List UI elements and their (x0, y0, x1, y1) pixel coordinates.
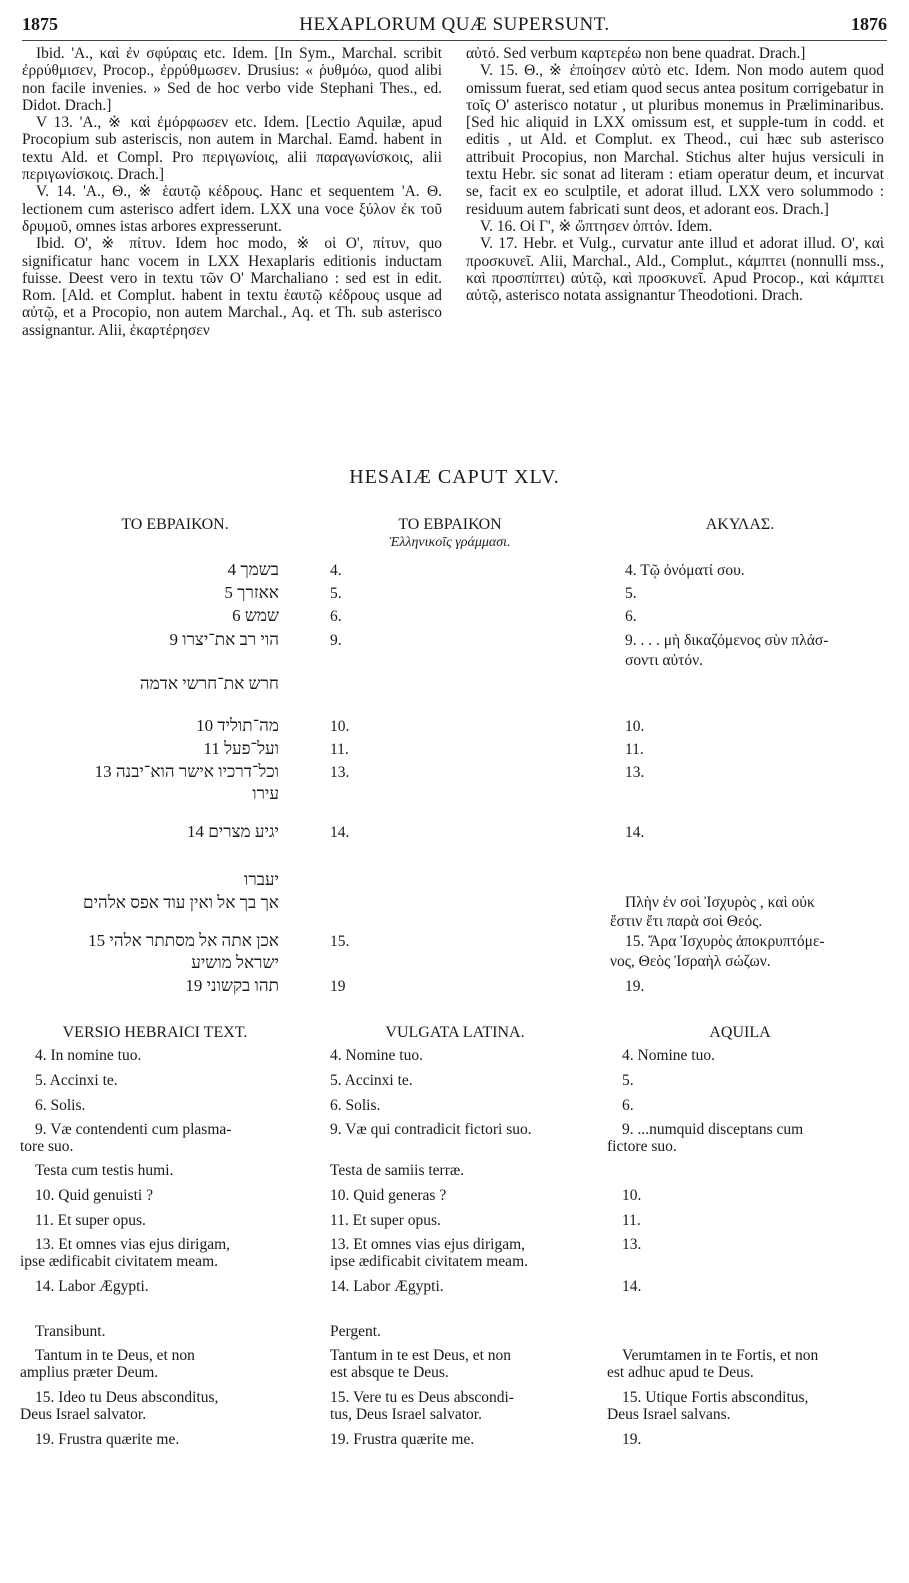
column-head-aquila-greek: ΑΚΥΛΑΣ. (705, 516, 775, 533)
running-header (22, 12, 887, 41)
aquila-greek-line: 13. (625, 764, 645, 781)
hebrew-line: תהו בקשוני 19 (185, 976, 279, 995)
aquila-greek-line: 15. Ἄρα Ἰσχυρὸς ἀποκρυπτόμε- (625, 933, 825, 950)
versio-line: Deus Israel salvator. (20, 1406, 147, 1423)
note-paragraph: Ibid. O', ※ πίτυν. Idem hoc modo, ※ οἱ O', πίτυν, quo significatur hanc vocem in LXX Hexaplaris editionis inductam fuisse. Deest vero in textu τῶν O' Marchaliano : sed est in edit. Rom. [Ald. et Complut. habent in textu ἑαυτῷ κέδρους usque ad αὐτῷ, et a Procopio, non autem Marchal., Aq. et Th. sub asterisco assignantur. Alii, ἐκαρτέρησεν (22, 235, 442, 339)
hebrew-line: חרש את־חרשי אדמה (139, 674, 279, 693)
vulgata-line: 15. Vere tu es Deus abscondi- (330, 1389, 514, 1406)
aquila-greek-line: 5. (625, 585, 637, 602)
versio-line: 13. Et omnes vias ejus dirigam, (35, 1236, 231, 1253)
versio-line: Testa cum testis humi. (35, 1162, 174, 1179)
aquila-latin-line: 10. (622, 1187, 642, 1204)
vulgata-line: 13. Et omnes vias ejus dirigam, (330, 1236, 526, 1253)
versio-line: Transibunt. (35, 1323, 106, 1340)
versio-line: 19. Frustra quærite me. (35, 1431, 180, 1448)
notes-left-column (22, 45, 442, 339)
versio-line: tore suo. (20, 1138, 74, 1155)
aquila-greek-line: 4. Τῷ ὀνόματί σου. (625, 562, 745, 579)
verse-number: 19 (330, 978, 346, 995)
versio-line: amplius præter Deum. (20, 1364, 159, 1381)
chapter-title: HESAIÆ CAPUT XLV. (349, 466, 560, 488)
note-paragraph: V. 16. Oἱ Γ', ※ ὤπτησεν ὀπτόν. Idem. (480, 217, 713, 235)
verse-number: 10. (330, 718, 350, 735)
vulgata-line: 5. Accinxi te. (330, 1072, 413, 1089)
verse-number: 5. (330, 585, 342, 602)
aquila-greek-line: 6. (625, 608, 637, 625)
latin-head-aquila: AQUILA (709, 1024, 771, 1041)
aquila-latin-line: 6. (622, 1097, 634, 1114)
aquila-latin-line: 4. Nomine tuo. (622, 1047, 715, 1064)
running-title: HEXAPLORUM QUÆ SUPERSUNT. (299, 14, 610, 35)
right-page-number: 1876 (851, 14, 887, 34)
aquila-greek-line: 14. (625, 824, 645, 841)
column-head-hebraicon-graec-title: ΤΟ ΕΒΡΑΙΚΟΝ (398, 516, 502, 533)
latin-head-versio: VERSIO HEBRAICI TEXT. (62, 1024, 248, 1041)
aquila-greek-line: 9. . . . μὴ δικαζόμενος σὺν πλάσ- (625, 632, 829, 649)
vulgata-line: 19. Frustra quærite me. (330, 1431, 475, 1448)
versio-line: 5. Accinxi te. (35, 1072, 118, 1089)
notes-right-column (466, 45, 884, 304)
hebrew-line: בשמך 4 (227, 560, 279, 579)
vulgata-line: 10. Quid generas ? (330, 1187, 447, 1204)
note-paragraph: V. 15. Θ., ※ ἐποίησεν αὐτὸ etc. Idem. Non modo autem quod omissum fuerat, sed etiam quod secus antea positum corrigebatur in τοῖς O' asterisco notatur , ut pluribus monemus in Præliminaribus. [Sed hic aliquid in LXX omissum est, et supple-tum in codd. et editis , ut Ald. et Complut. ex Theod., cui hæc sub asterisco attribuit Procopius, non Marchal. Stichus alter hujus versiculi in textu Hebr. sic sonat ad literam : etiam operatur deum, et incurvat se, facit ex eo sculptile, et adorat illud. LXX vero solummodo : residuum autem fabricati sunt deos, et adorant eos. Drach.] (466, 62, 885, 218)
left-page-number: 1875 (22, 14, 58, 34)
vulgata-line: tus, Deus Israel salvator. (330, 1406, 482, 1423)
versio-line: 6. Solis. (35, 1097, 86, 1114)
vulgata-line: 4. Nomine tuo. (330, 1047, 423, 1064)
hebrew-line: וכל־דרכיו אישר הוא־יבנה 13 (94, 762, 279, 781)
versio-line: 15. Ideo tu Deus absconditus, (35, 1389, 219, 1406)
vulgata-line: est absque te Deus. (330, 1364, 449, 1381)
vulgata-line: 6. Solis. (330, 1097, 381, 1114)
aquila-latin-line: fictore suo. (607, 1138, 677, 1155)
versio-line: ipse ædificabit civitatem meam. (20, 1253, 218, 1270)
hebrew-line: שמש 6 (232, 606, 279, 625)
versio-line: 10. Quid genuisti ? (35, 1187, 153, 1204)
aquila-latin-line: Verumtamen in te Fortis, et non (622, 1347, 819, 1364)
aquila-greek-line: ἔστιν ἔτι παρὰ σοὶ Θεός. (610, 913, 763, 930)
verse-number: 11. (330, 741, 349, 758)
latin-head-vulgata: VULGATA LATINA. (385, 1024, 525, 1041)
aquila-greek-line: Πλὴν ἐν σοὶ Ἰσχυρὸς , καὶ οὐκ (625, 894, 815, 911)
verse-number: 4. (330, 562, 342, 579)
hebrew-line: אכן אתה אל מסתתר אלהי 15 (88, 931, 279, 950)
aquila-greek-line: 19. (625, 978, 645, 995)
note-paragraph: Ibid. 'A., καὶ ἐν σφύραις etc. Idem. [In Sym., Marchal. scribit ἐρρύθμισεν, Procop., ἐρρύθμωσεν. Drusius: « ῥυθμόω, quod alibi non facile invenies. » Sed de hoc verbo vide Stephani Thes., ed. Didot. Drach.] (22, 45, 442, 114)
aquila-latin-line: Deus Israel salvans. (607, 1406, 731, 1423)
verse-number: 14. (330, 824, 350, 841)
hebrew-line: הוי רב את־יצרו 9 (169, 630, 279, 649)
vulgata-line: 9. Væ qui contradicit fictori suo. (330, 1121, 532, 1138)
verse-number: 15. (330, 933, 350, 950)
aquila-greek-line: νος, Θεὸς Ἰσραὴλ σώζων. (610, 953, 771, 970)
vulgata-line: 14. Labor Ægypti. (330, 1278, 444, 1295)
vulgata-line: ipse ædificabit civitatem meam. (330, 1253, 528, 1270)
note-paragraph: V. 17. Hebr. et Vulg., curvatur ante illud et adorat illud. O', καὶ προσκυνεῖ. Alii, Marchal., Ald., Complut., κάμπτει (nonnulli mss., καὶ προσπίπτει) αὐτῷ, καὶ προσκυνεῖ. Apud Procop., καὶ κάμπτει αὐτῷ, asterisco notata assignantur Theodotioni. Drach. (466, 235, 884, 305)
hebrew-line: אאזרך 5 (224, 583, 279, 602)
aquila-latin-line: est adhuc apud te Deus. (607, 1364, 754, 1381)
note-continuation: αὐτό. Sed verbum καρτερέω non bene quadrat. Drach.] (466, 45, 806, 62)
aquila-latin-line: 19. (622, 1431, 642, 1448)
verse-number: 9. (330, 632, 342, 649)
aquila-latin-line: 14. (622, 1278, 642, 1295)
hebrew-line: מה־תוליד 10 (196, 716, 279, 735)
note-paragraph: V. 14. 'A., Θ., ※ ἑαυτῷ κέδρους. Hanc et sequentem 'A. Θ. lectionem cum asterisco adfert idem. LXX una voce ξύλον ἐκ τοῦ δρυμοῦ, omnes istas arbores expresserunt. (22, 183, 442, 235)
hebrew-line: יגיע מצרים 14 (186, 822, 279, 841)
column-head-hebraicon-graec-subtitle: Ἑλληνικοῖς γράμμασι. (389, 535, 511, 550)
verse-number: 6. (330, 608, 342, 625)
aquila-latin-line: 15. Utique Fortis absconditus, (622, 1389, 809, 1406)
aquila-latin-line: 11. (622, 1212, 641, 1229)
hebrew-line: יעברו (244, 870, 279, 889)
aquila-latin-line: 13. (622, 1236, 642, 1253)
aquila-latin-line: 9. ...numquid disceptans cum (622, 1121, 804, 1138)
column-head-hebraicon: ΤΟ ΕΒΡΑΙΚΟΝ. (121, 516, 229, 533)
versio-line: Tantum in te Deus, et non (35, 1347, 195, 1364)
note-paragraph: V 13. 'A., ※ καὶ ἐμόρφωσεν etc. Idem. [Lectio Aquilæ, apud Procopium sub asteriscis, non autem in Marchal. Eamd. habent in textu Ald. et Compl. Pro περιγωνίοις, alii παραγωνίσκοις, alii περιγωνίσκοις. Drach.] (22, 114, 442, 184)
hebrew-line: ועל־פעל 11 (203, 739, 279, 758)
vulgata-line: 11. Et super opus. (330, 1212, 441, 1229)
versio-line: 11. Et super opus. (35, 1212, 146, 1229)
vulgata-line: Pergent. (330, 1323, 381, 1340)
vulgata-line: Testa de samiis terræ. (330, 1162, 465, 1179)
verse-number: 13. (330, 764, 350, 781)
hebrew-line: עירו (252, 784, 279, 803)
aquila-greek-line: σοντι αὐτόν. (625, 652, 704, 669)
hebrew-line: אך בך אל ואין עוד אפס אלהים (82, 893, 279, 912)
vulgata-line: Tantum in te est Deus, et non (330, 1347, 512, 1364)
column-head-hebraicon-graec (340, 516, 560, 552)
versio-line: 14. Labor Ægypti. (35, 1278, 149, 1295)
hebrew-line: ישראל מושיע (191, 953, 279, 972)
versio-line: 4. In nomine tuo. (35, 1047, 142, 1064)
aquila-latin-line: 5. (622, 1072, 634, 1089)
aquila-greek-line: 11. (625, 741, 644, 758)
versio-line: 9. Væ contendenti cum plasma- (35, 1121, 232, 1138)
aquila-greek-line: 10. (625, 718, 645, 735)
